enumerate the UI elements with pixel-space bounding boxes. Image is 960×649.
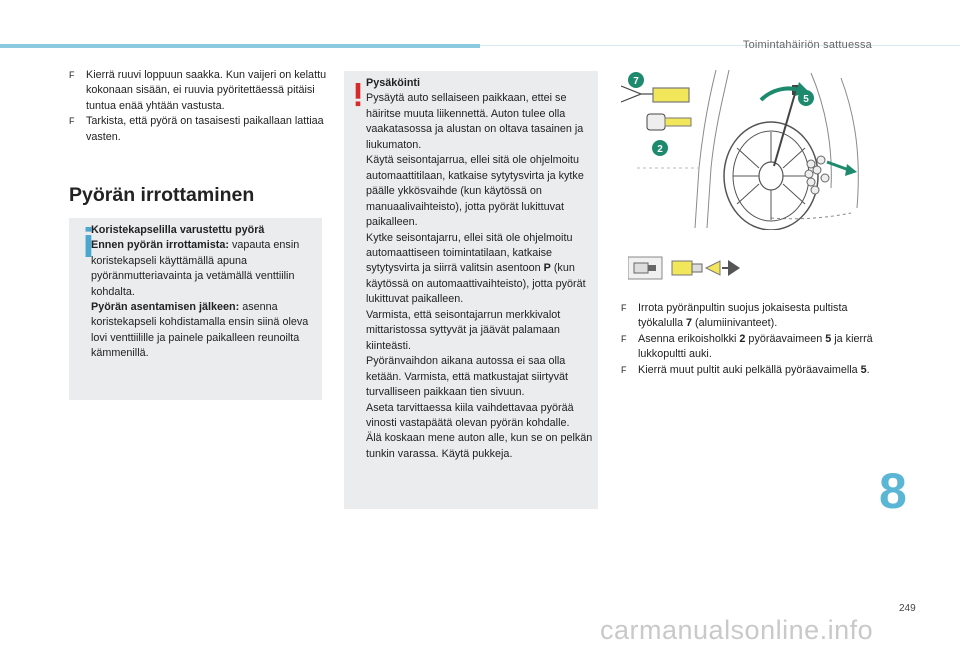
warning-paragraph: Varmista, että seisontajarrun merkkivalot mittaristossa syttyvät ja jäävät palamaan kiinteästi. [366,308,561,352]
callout-ref: 5 [825,332,832,345]
step-text: Kierrä muut pultit auki pelkällä pyöräavaimella [638,363,861,376]
callout-ref: 5 [860,363,867,376]
list-item [621,332,881,363]
step-text: Asenna erikoisholkki [638,332,740,345]
chapter-number: 8 [879,463,907,519]
bullet-text: Kierrä ruuvi loppuun saakka. Kun vaijeri on kelattu kokonaan sisään, ei ruuvia pyöritettäessä pitäisi tuntua enää yhtään vastusta. [86,69,327,112]
callout-2 [652,140,668,156]
wheel-removal-illustration [611,68,871,230]
callout-ref: 2 [739,332,746,345]
info-box [69,218,322,400]
info-subheading: Pyörän asentamisen jälkeen: [91,301,240,314]
step-text: Irrota pyöränpultin suojus jokaisesta pultista työkalulla [638,302,848,330]
list-item [69,68,327,114]
info-text [91,223,320,362]
callout-7 [628,72,644,88]
info-paragraph: asenna koristekapseli kohdistamalla ensin siinä oleva lovi venttiilille ja painele paikalleen reunoilta kämmenillä. [91,301,309,360]
running-header: Toimintahäiriön sattuessa [742,39,872,51]
pull-arrow-shaft [827,162,849,170]
bullet-mark: F [621,333,627,344]
callout-7-label: 7 [633,76,639,87]
intro-bullet-list [69,68,327,145]
warning-text [366,76,596,462]
step-text: ja kierrä lukkopultti auki. [638,332,873,361]
warning-paragraph: Pysäytä auto sellaiseen paikkaan, ettei se häiritse muuta liikennettä. Auton tulee olla vaakatasossa ja alustan on oltava tasainen ja liukumaton. [366,92,584,151]
info-paragraph: vapauta ensin koristekapseli käyttämällä apuna pyöränmutteriavainta ja vetämällä venttiilin kohdalta. [91,239,300,298]
bolts-group [805,156,829,194]
section-heading: Pyörän irrottaminen [69,184,255,206]
step-text: (alumiinivanteet). [692,317,778,330]
callout-2-label: 2 [657,144,663,155]
callout-5 [798,90,814,106]
callout-ref: 7 [686,317,693,330]
warning-exclamation-icon [352,83,364,107]
bullet-mark: F [621,364,627,375]
warning-box [344,71,598,509]
warning-paragraph: Aseta tarvittaessa kiila vaihdettavaa pyörää vinosti vastapäätä olevan pyörän kohdalle. [366,401,574,429]
warning-paragraph: Pyöränvaihdon aikana autossa ei saa olla ketään. Varmista, että matkustajat siirtyvät turvalliseen paikkaan tien sivuun. [366,355,569,399]
wheel-wrench [774,86,799,166]
warning-title: Pysäköinti [366,77,421,89]
car-body-outline [695,70,858,228]
steps-list [621,301,881,378]
gear-position-label: P [543,262,551,275]
warning-paragraph [366,231,596,308]
wheel-drawing [724,122,818,230]
header-accent-bar [0,44,480,48]
list-item [621,301,881,332]
warning-span: Kytke seisontajarru, ellei sitä ole ohjelmoitu automaattiseen toimintatilaan, katkaise sytytysvirta ja siirrä valitsin asentoon [366,231,573,275]
bullet-mark: F [69,70,75,80]
callout-5-label: 5 [803,94,809,105]
header-rule [480,45,960,46]
info-subheading: Ennen pyörän irrottamista: [91,239,229,252]
bullet-text: Tarkista, että pyörä on tasaisesti paikallaan lattiaa vasten. [86,115,324,143]
list-item [69,114,327,145]
bullet-mark: F [621,303,627,313]
wheel-socket-tool [647,114,691,130]
bolt-cover-detail-illustration [628,254,748,282]
step-text: pyöräavaimeen [745,332,826,345]
bullet-mark: F [69,116,75,127]
watermark: carmanualsonline.info [600,615,874,645]
info-heading: Koristekapselilla varustettu pyörä [91,224,265,236]
warning-span: (kun käytössä on automaattivaihteisto), jotta pyörät lukittuvat paikalleen. [366,262,586,306]
page-number: 249 [899,603,916,614]
warning-paragraph: Älä koskaan mene auton alle, kun se on pelkän tunkin varassa. Käytä pukkeja. [366,432,593,460]
list-item [621,363,881,378]
cap-removal-tool [621,86,689,102]
pull-arrowhead [845,164,857,176]
warning-paragraph: Käytä seisontajarrua, ellei sitä ole ohjelmoitu automaattitilaan, katkaise sytytysvirta ja kytke päälle ykkösvaihde (kun käytössä on manuaalivaihteisto), jotta pyörät lukittuvat paikalleen. [366,154,584,229]
step-text: . [866,363,870,376]
